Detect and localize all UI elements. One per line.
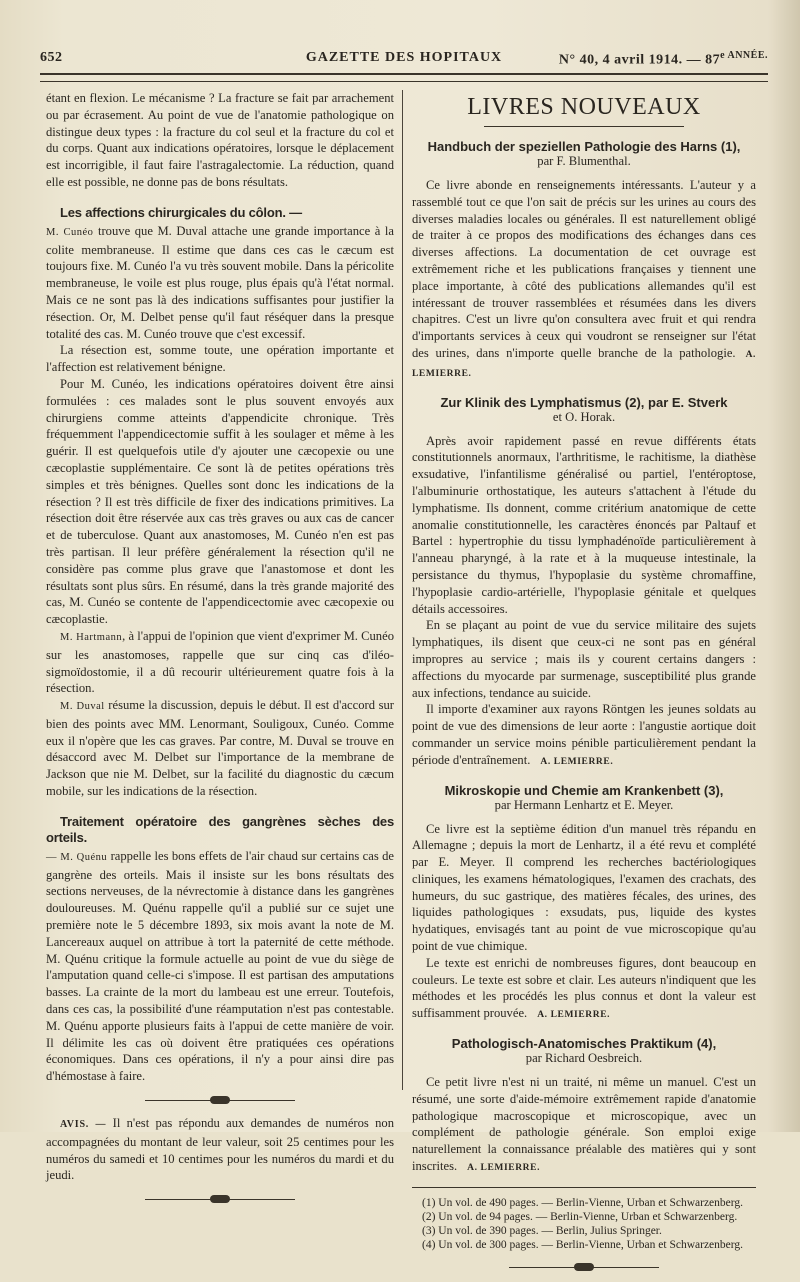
- footnote: (2) Un vol. de 94 pages. — Berlin-Vienne, Urban et Schwarzenberg.: [422, 1210, 738, 1223]
- ornament-rule-right: [509, 1262, 659, 1272]
- book-review-3a: Ce livre est la septième édition d'un manuel très répandu en Allemagne ; depuis la mort de Lenhartz, il a été revu et complété par E. Meyer. Il comprend les recherches bactériologiques cliniques, les examens hématologiques, l'examen des crachats, des humeurs, du suc gastrique, des matières fécales, des urines, des liquides pathologiques : exsudats, pus, liquide des kystes hydatiques, envisagés tant au point de vue microscopique qu'au point de vue chimique.: [412, 821, 756, 954]
- paragraph-colon-e: M. Duval résume la discussion, depuis le début. Il est d'accord sur bien des points avec MM. Lenormant, Souligoux, Cunéo. Comme eux il n'opère que les cas graves. Par contre, M. Duval se trouve en désaccord avec M. Delbet sur l'importance de la membrane de Jackson que nie M. Delbet, sur la facilité du diagnostic du cæcum mobile, sur les indications de la résection.: [46, 698, 394, 799]
- paragraph-intro: étant en flexion. Le mécanisme ? La fracture se fait par arrachement ou par écrasement. Au point de vue de l'anatomie pathologique on distingue deux types : la fracture du col seul et la fracture du col et du corps. Quant aux indications opératoires, lorsque le déplacement est incorrigible, il faut faire l'astragalectomie. La réduction, quand elle est possible, ne donne pas de bons résultats.: [46, 91, 394, 189]
- column-divider: [402, 90, 403, 1090]
- paragraph-gangrene: — M. Quénu rappelle les bons effets de l'air chaud sur certains cas de gangrène des orteils. Mais il insiste sur les bons résultats des sections nerveuses, de la névrectomie à distance dans les gangrènes douloureuses. M. Quénu rappelle qu'il a publié sur ce sujet une première note le 5 décembre 1893, six mois avant la note de M. Lancereaux auquel on attribue à tort la paternité de cette méthode. M. Quénu critique la formule actuelle au point de vue du siège de l'amputation quand celle-ci s'impose. Il est partisan des amputations basses. La crainte de la mort du lambeau est une erreur. Toutefois, dans ces cas, la possibilité d'une réamputation n'est pas contestable. M. Quénu apporte plusieurs faits à l'appui de cette manière de voir. Il délimite les cas où doivent être pratiquées ces opérations économiques. Dans ces opérations, il n'y a pour ainsi dire pas d'hémostase à faire.: [46, 848, 394, 1084]
- heading-gangrene: Traitement opératoire des gangrènes sèches des orteils.: [46, 813, 394, 845]
- footnote: (4) Un vol. de 300 pages. — Berlin-Vienne, Urban et Schwarzenberg.: [422, 1238, 744, 1251]
- book-title-3: Mikroskopie und Chemie am Krankenbett (3),: [444, 782, 724, 798]
- book-title-1: Handbuch der speziellen Pathologie des Harns (1),: [427, 139, 741, 154]
- paragraph-colon-d: M. Hartmann, à l'appui de l'opinion que vient d'exprimer M. Cunéo sur les anastomoses, rappelle que sur cinq cas d'iléo-sigmoïdostomie, il a dû recourir ultérieurement quatre fois à la résection.: [46, 628, 394, 696]
- book-author-3: par Hermann Lenhartz et E. Meyer.: [494, 797, 674, 812]
- book-author-4: par Richard Oesbreich.: [525, 1051, 643, 1066]
- book-review-1: Ce livre abonde en renseignements intéressants. L'auteur y a rassemblé tout ce que l'on sait de précis sur les urines au cours des diverses maladies locales ou générales. Il est naturellement obligé de traiter à ce propos des modifications des échanges dans ces diverses affections. La documentation de cet ouvrage est extrêmement riche et les publications françaises y tiennent une place importante, à côté des publications allemandes qu'il est intéressant de trouver rassemblées et résumées dans les divers chapitres. C'est un livre qu'on consultera avec fruit et qui rendra d'importants services à ceux qui voudront se renseigner sur l'état des urines, dans n'importe quelle branche de la pathologie. A. LEMIERRE.: [412, 178, 756, 379]
- page-header: [40, 50, 768, 74]
- header-rule: [40, 73, 768, 82]
- book-review-2c: Il importe d'examiner aux rayons Röntgen les jeunes soldats au point de vue des dimensions de leur aorte : l'angustie aortique doit commander un service moins pénible particulièrement pendant la période d'entraînement. A. LEMIERRE.: [412, 702, 756, 767]
- footnote: (3) Un vol. de 390 pages. — Berlin, Julius Springer.: [422, 1224, 662, 1237]
- book-review-2a: Après avoir rapidement passé en revue différents états constitutionnels anormaux, l'arthritisme, le rachitisme, la diathèse exsudative, l'infantilisme généralisé ou partiel, l'entéroptose, l'albuminurie orthostatique, les auteurs s'attachent à l'étude du lymphatisme. Ils donnent, comme critérium anatomique de cette anomalie constitutionnelle, les caractères énoncés par Paltauf et Bartel : hypertrophie du tissu lymphadénoïde particulièrement à l'anneau pharyngé, à la rate et à la muqueuse intestinale, la persistance du thymus, l'hypoplasie du système chromaffine, l'hypoplasie cardio-artérielle, l'hypoplasie génitale et quelques détails accessoires.: [412, 433, 756, 616]
- section-title: LIVRES NOUVEAUX: [467, 94, 701, 120]
- right-column: [412, 90, 756, 1282]
- section-rule: [484, 126, 684, 127]
- journal-title: GAZETTE DES HOPITAUX: [305, 50, 503, 65]
- book-review-4: Ce petit livre n'est ni un traité, ni même un manuel. C'est un résumé, une sorte d'aide-mémoire extrêmement rapide d'anatomie pathologique macroscopique et microscopique, avec un complément de pathologie générale. Son emploi exige naturellement la connaissance préalable des matières qui y sont inscrites. A. LEMIERRE.: [412, 1075, 756, 1174]
- footnotes: [412, 1187, 756, 1252]
- paragraph-colon-c: Pour M. Cunéo, les indications opératoires doivent être ainsi formulées : ces malades sont le plus souvent envoyés aux chirurgiens comme atteints d'appendicite chronique. Très fréquemment l'appendicectomie suffit à les soulager et même à les guérir. Il est quelquefois utile d'y ajouter une cæcopexie ou une cæcoplastie supplémentaire. Ce sont là de petites opérations très simples et très bénignes. Quelles sont donc les indications de la résection ? Il est très difficile de fixer des indications primitives. La résection doit être réservée aux cas très graves ou aux cas de cancer et de tuberculose. Quant aux anastomoses, M. Cunéo n'en est pas très partisan. Il leur préfère généralement la résection qu'il ne considère pas comme plus grave que l'anastomose et dont les résultats sont plus sûrs. En résumé, dans la très grande majorité des cas, M. Cunéo se contente de l'appendicectomie avec cæcopexie ou cæcoplastie.: [46, 376, 394, 627]
- book-author-2: et O. Horak.: [552, 409, 616, 424]
- paragraph-colon-b: La résection est, somme toute, une opération importante et l'affection est relativement bénigne.: [46, 343, 394, 375]
- paragraph-colon-a: M. Cunéo trouve que M. Duval attache une grande importance à la colite membraneuse. Il estime que dans ces cas le cæcum est toujours fixe. M. Cunéo l'a vu très souvent mobile. Dans la péricolite membraneuse, le voile est plus rouge, plus épais qu'à l'état normal. Mais ce ne sont pas là des indications suffisantes pour justifier la résection. Or, M. Delbet pense qu'il faut réséquer dans la presque totalité des cas. M. Cunéo trouve que c'est excessif.: [46, 223, 394, 341]
- issue-info: N° 40, 4 avril 1914. — $87^{e ANNÉE.}$: [558, 50, 768, 68]
- left-column: [46, 90, 394, 1214]
- book-author-1: par F. Blumenthal.: [537, 154, 631, 168]
- page-number: 652: [40, 50, 63, 65]
- avis-notice: AVIS. — Il n'est pas répondu aux demandes de numéros non accompagnées du montant de leur valeur, soit 25 centimes pour les numéros du samedi et 10 centimes pour les numéros du mardi et du jeudi.: [46, 1116, 394, 1183]
- book-title-2: Zur Klinik des Lymphatismus (2), par E. Stverk: [440, 394, 728, 410]
- book-review-3b: Le texte est enrichi de nombreuses figures, dont beaucoup en couleurs. Le texte est sobre et clair. Les auteurs n'indiquent que les méthodes et les procédés les plus connus et dont la valeur est suffisamment prouvée. A. LEMIERRE.: [412, 955, 756, 1021]
- heading-colon: Les affections chirurgicales du côlon. —: [60, 204, 302, 220]
- ornament-rule: [145, 1095, 295, 1105]
- book-title-4: Pathologisch-Anatomisches Praktikum (4),: [451, 1036, 717, 1052]
- book-review-2b: En se plaçant au point de vue du service militaire des sujets lymphatiques, ils disent que ceux-ci ne sont pas en général impropres au service ; mais ils y courent certains dangers : affections du myocarde par surmenage, susceptibilité plus grande aux infections, tendance au suicide.: [412, 618, 756, 700]
- footnote: (1) Un vol. de 490 pages. — Berlin-Vienne, Urban et Schwarzenberg.: [422, 1196, 744, 1209]
- ornament-rule-bottom: [145, 1194, 295, 1204]
